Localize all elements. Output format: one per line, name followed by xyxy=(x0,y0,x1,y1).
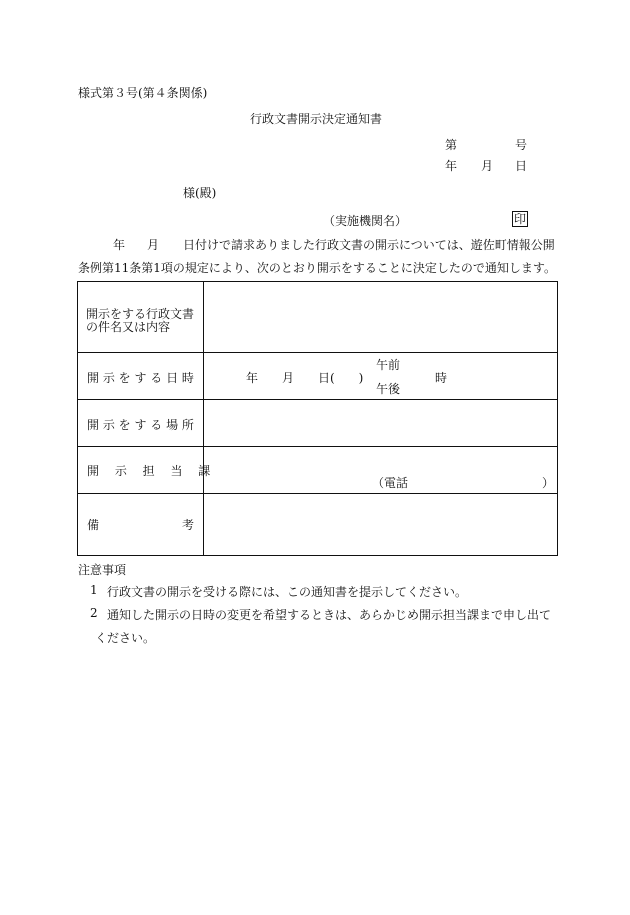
agency-label: （実施機関名） xyxy=(323,214,408,228)
date-month: 月 xyxy=(481,159,494,173)
seal-text: 印 xyxy=(514,212,527,226)
request-year: 年 xyxy=(113,238,126,252)
datetime-am: 午前 xyxy=(376,358,401,372)
recipient-suffix: 様(殿) xyxy=(183,186,217,200)
table-row-divider xyxy=(78,446,557,447)
datetime-pm: 午後 xyxy=(376,382,401,396)
table-row-divider xyxy=(78,352,557,353)
document-title: 行政文書開示決定通知書 xyxy=(250,112,383,126)
doc-number-go: 号 xyxy=(515,138,528,152)
datetime-year: 年 xyxy=(246,371,259,385)
body-line-2: 条例第11条第1項の規定により、次のとおり開示をすることに決定したので通知します。 xyxy=(78,261,556,275)
doc-number-dai: 第 xyxy=(445,138,458,152)
datetime-day: 日( ) xyxy=(318,371,364,385)
row-datetime-label: 開 示 を す る 日 時 xyxy=(87,371,194,385)
datetime-month: 月 xyxy=(282,371,295,385)
table-row-divider xyxy=(78,493,557,494)
table-row-divider xyxy=(78,399,557,400)
datetime-hour: 時 xyxy=(435,371,448,385)
note-1-text: 行政文書の開示を受ける際には、この通知書を提示してください。 xyxy=(107,585,468,599)
body-line-1: 日付けで請求ありました行政文書の開示については、遊佐町情報公開 xyxy=(183,238,555,252)
date-day: 日 xyxy=(515,159,528,173)
notes-heading: 注意事項 xyxy=(78,563,127,577)
decision-table xyxy=(77,281,558,556)
department-phone-close: ） xyxy=(542,476,555,490)
row-document-label-1: 開示をする行政文書 xyxy=(86,307,195,321)
seal-mark xyxy=(512,211,528,227)
department-phone-label: （電話 xyxy=(372,476,409,490)
note-1-number: 1 xyxy=(90,583,98,597)
form-number: 様式第３号(第４条関係) xyxy=(78,86,208,100)
request-month: 月 xyxy=(147,238,160,252)
row-remarks-label-right: 考 xyxy=(182,518,195,532)
date-year: 年 xyxy=(445,159,458,173)
row-remarks-label-left: 備 xyxy=(87,518,100,532)
row-place-label: 開 示 を す る 場 所 xyxy=(87,418,194,432)
table-column-divider xyxy=(203,282,204,555)
note-2-number: 2 xyxy=(90,606,98,620)
row-document-label-2: の件名又は内容 xyxy=(86,320,171,334)
note-2-text-line-1: 通知した開示の日時の変更を希望するときは、あらかじめ開示担当課まで申し出て xyxy=(107,608,552,622)
note-2-text-line-2: ください。 xyxy=(95,631,156,645)
row-department-label: 開 示 担 当 課 xyxy=(87,464,211,478)
